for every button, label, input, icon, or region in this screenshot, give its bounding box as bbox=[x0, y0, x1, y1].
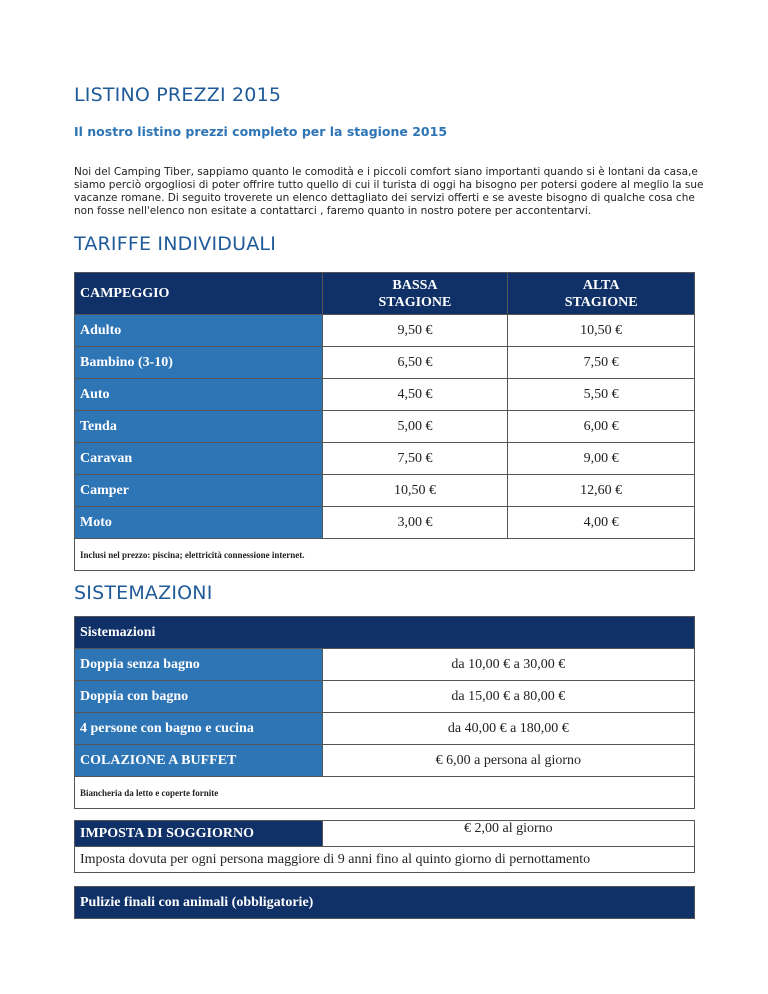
table-row bbox=[75, 411, 695, 443]
table-row bbox=[75, 649, 695, 681]
pulizie-table bbox=[74, 886, 695, 919]
price-alta: 5,50 € bbox=[508, 379, 695, 411]
table-row bbox=[75, 379, 695, 411]
table-row bbox=[75, 507, 695, 539]
price: da 40,00 € a 180,00 € bbox=[322, 713, 694, 745]
table-row bbox=[75, 443, 695, 475]
sistemazioni-header: Sistemazioni bbox=[75, 617, 695, 649]
price-alta: 9,00 € bbox=[508, 443, 695, 475]
col-header-campeggio: CAMPEGGIO bbox=[75, 273, 323, 315]
tariffe-table bbox=[74, 272, 695, 571]
table-row bbox=[75, 681, 695, 713]
intro-paragraph bbox=[74, 166, 704, 218]
intro-line: siamo perciò orgogliosi di poter offrire tutto quello di cui il turista di oggi ha bisogno per potersi godere al meglio la sue bbox=[74, 179, 704, 191]
sistemazioni-heading: SISTEMAZIONI bbox=[74, 582, 213, 604]
page-title: LISTINO PREZZI 2015 bbox=[74, 84, 282, 106]
price-bassa: 7,50 € bbox=[322, 443, 508, 475]
row-label: 4 persone con bagno e cucina bbox=[75, 713, 323, 745]
price-bassa: 9,50 € bbox=[322, 315, 508, 347]
imposta-description: Imposta dovuta per ogni persona maggiore di 9 anni fino al quinto giorno di pernottamento bbox=[75, 847, 695, 873]
price: da 15,00 € a 80,00 € bbox=[322, 681, 694, 713]
imposta-table bbox=[74, 820, 695, 873]
tariffe-note: Inclusi nel prezzo: piscina; elettricità connessione internet. bbox=[75, 539, 695, 571]
price-alta: 10,50 € bbox=[508, 315, 695, 347]
imposta-label: IMPOSTA DI SOGGIORNO bbox=[75, 821, 323, 847]
table-row bbox=[75, 347, 695, 379]
sistemazioni-table bbox=[74, 616, 695, 809]
row-label: Auto bbox=[75, 379, 323, 411]
tariffe-heading: TARIFFE INDIVIDUALI bbox=[74, 233, 277, 255]
row-label: Moto bbox=[75, 507, 323, 539]
price-alta: 4,00 € bbox=[508, 507, 695, 539]
price-bassa: 3,00 € bbox=[322, 507, 508, 539]
sistemazioni-note: Biancheria da letto e coperte fornite bbox=[75, 777, 695, 809]
price-bassa: 10,50 € bbox=[322, 475, 508, 507]
price-alta: 12,60 € bbox=[508, 475, 695, 507]
price-bassa: 4,50 € bbox=[322, 379, 508, 411]
price: € 6,00 a persona al giorno bbox=[322, 745, 694, 777]
table-row bbox=[75, 713, 695, 745]
price-alta: 6,00 € bbox=[508, 411, 695, 443]
col-header-alta: ALTA STAGIONE bbox=[508, 273, 695, 315]
row-label: Adulto bbox=[75, 315, 323, 347]
row-label: Bambino (3-10) bbox=[75, 347, 323, 379]
row-label: COLAZIONE A BUFFET bbox=[75, 745, 323, 777]
row-label: Camper bbox=[75, 475, 323, 507]
table-row bbox=[75, 315, 695, 347]
table-row bbox=[75, 475, 695, 507]
pulizie-header: Pulizie finali con animali (obbligatorie) bbox=[75, 887, 695, 919]
row-label: Doppia senza bagno bbox=[75, 649, 323, 681]
price: da 10,00 € a 30,00 € bbox=[322, 649, 694, 681]
row-label: Doppia con bagno bbox=[75, 681, 323, 713]
imposta-price: € 2,00 al giorno bbox=[322, 821, 694, 847]
col-header-bassa: BASSA STAGIONE bbox=[322, 273, 508, 315]
intro-line: non fosse nell'elenco non esitate a contattarci , faremo quanto in nostro potere per accontentarvi. bbox=[74, 205, 592, 217]
intro-line: Noi del Camping Tiber, sappiamo quanto le comodità e i piccoli comfort siano importanti quando si è lontani da casa,e bbox=[74, 166, 698, 178]
page-subtitle: Il nostro listino prezzi completo per la stagione 2015 bbox=[74, 124, 448, 139]
price-bassa: 5,00 € bbox=[322, 411, 508, 443]
table-row bbox=[75, 745, 695, 777]
row-label: Tenda bbox=[75, 411, 323, 443]
row-label: Caravan bbox=[75, 443, 323, 475]
intro-line: vacanze romane. Di seguito troverete un elenco dettagliato dei servizi offerti e se aveste bisogno di qualche cosa che bbox=[74, 192, 695, 204]
price-bassa: 6,50 € bbox=[322, 347, 508, 379]
price-alta: 7,50 € bbox=[508, 347, 695, 379]
